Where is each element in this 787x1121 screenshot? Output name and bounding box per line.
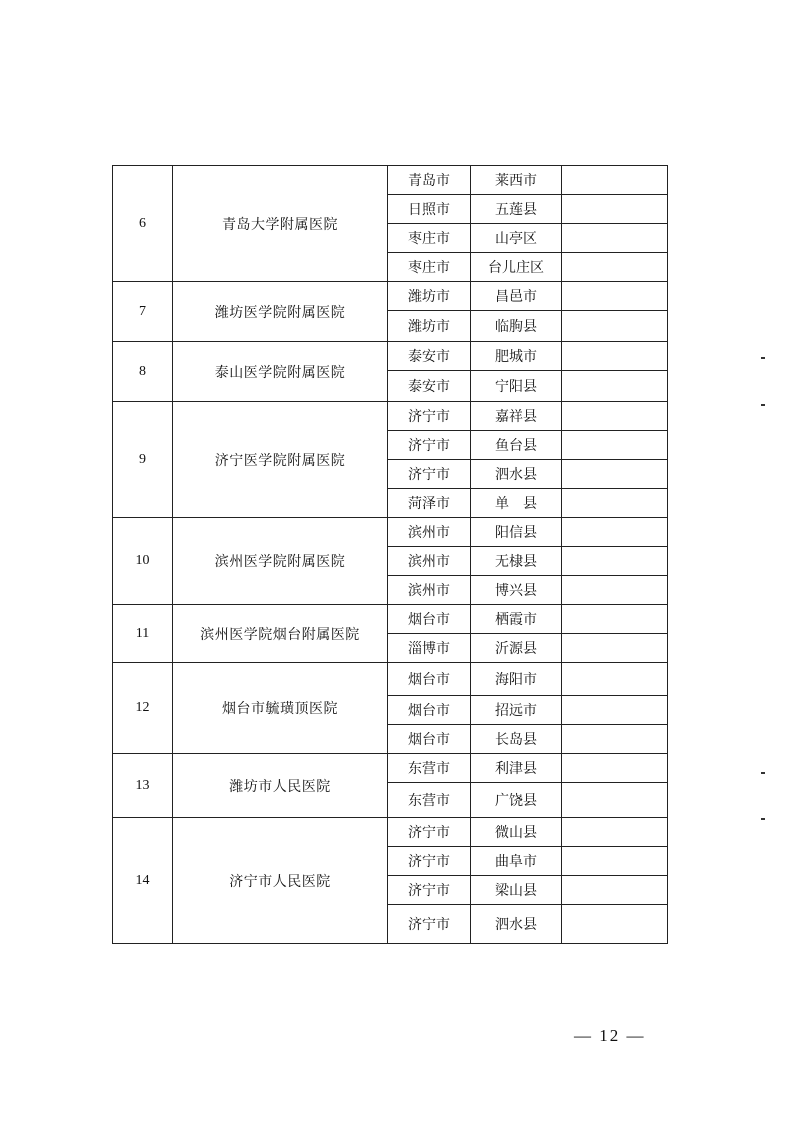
blank-cell	[562, 371, 668, 402]
city-cell: 淄博市	[388, 634, 471, 663]
blank-cell	[562, 342, 668, 371]
hospital-name: 潍坊医学院附属医院	[173, 282, 388, 342]
county-cell: 曲阜市	[471, 847, 562, 876]
city-cell: 菏泽市	[388, 489, 471, 518]
blank-cell	[562, 166, 668, 195]
city-cell: 东营市	[388, 754, 471, 783]
county-cell: 栖霞市	[471, 605, 562, 634]
city-cell: 烟台市	[388, 725, 471, 754]
county-cell: 无棣县	[471, 547, 562, 576]
row-number: 7	[113, 282, 173, 342]
county-cell: 单 县	[471, 489, 562, 518]
table-row	[113, 605, 668, 634]
blank-cell	[562, 696, 668, 725]
table-row	[113, 518, 668, 547]
blank-cell	[562, 311, 668, 342]
county-cell: 鱼台县	[471, 431, 562, 460]
blank-cell	[562, 725, 668, 754]
city-cell: 济宁市	[388, 431, 471, 460]
county-cell: 宁阳县	[471, 371, 562, 402]
city-cell: 济宁市	[388, 905, 471, 944]
table-row	[113, 818, 668, 847]
row-number: 9	[113, 402, 173, 518]
blank-cell	[562, 847, 668, 876]
city-cell: 潍坊市	[388, 311, 471, 342]
row-number: 8	[113, 342, 173, 402]
table-row	[113, 754, 668, 783]
blank-cell	[562, 547, 668, 576]
hospital-name: 泰山医学院附属医院	[173, 342, 388, 402]
city-cell: 济宁市	[388, 460, 471, 489]
county-cell: 利津县	[471, 754, 562, 783]
table-row	[113, 166, 668, 195]
county-cell: 五莲县	[471, 195, 562, 224]
blank-cell	[562, 224, 668, 253]
city-cell: 烟台市	[388, 696, 471, 725]
city-cell: 济宁市	[388, 876, 471, 905]
county-cell: 沂源县	[471, 634, 562, 663]
hospital-name: 滨州医学院附属医院	[173, 518, 388, 605]
hospital-name: 济宁市人民医院	[173, 818, 388, 944]
city-cell: 滨州市	[388, 518, 471, 547]
city-cell: 济宁市	[388, 818, 471, 847]
assistance-table	[112, 165, 668, 944]
county-cell: 临朐县	[471, 311, 562, 342]
margin-mark	[761, 772, 765, 774]
blank-cell	[562, 634, 668, 663]
county-cell: 海阳市	[471, 663, 562, 696]
city-cell: 滨州市	[388, 547, 471, 576]
blank-cell	[562, 905, 668, 944]
blank-cell	[562, 576, 668, 605]
county-cell: 广饶县	[471, 783, 562, 818]
hospital-name: 济宁医学院附属医院	[173, 402, 388, 518]
table-row	[113, 402, 668, 431]
city-cell: 潍坊市	[388, 282, 471, 311]
city-cell: 济宁市	[388, 847, 471, 876]
city-cell: 泰安市	[388, 371, 471, 402]
blank-cell	[562, 460, 668, 489]
blank-cell	[562, 282, 668, 311]
county-cell: 泗水县	[471, 905, 562, 944]
city-cell: 泰安市	[388, 342, 471, 371]
city-cell: 日照市	[388, 195, 471, 224]
row-number: 11	[113, 605, 173, 663]
city-cell: 枣庄市	[388, 253, 471, 282]
row-number: 6	[113, 166, 173, 282]
county-cell: 莱西市	[471, 166, 562, 195]
row-number: 12	[113, 663, 173, 754]
city-cell: 济宁市	[388, 402, 471, 431]
county-cell: 山亭区	[471, 224, 562, 253]
city-cell: 东营市	[388, 783, 471, 818]
city-cell: 滨州市	[388, 576, 471, 605]
page-number: — 12 —	[574, 1026, 646, 1045]
blank-cell	[562, 876, 668, 905]
city-cell: 青岛市	[388, 166, 471, 195]
blank-cell	[562, 818, 668, 847]
county-cell: 昌邑市	[471, 282, 562, 311]
county-cell: 肥城市	[471, 342, 562, 371]
margin-mark	[761, 818, 765, 820]
county-cell: 长岛县	[471, 725, 562, 754]
county-cell: 微山县	[471, 818, 562, 847]
county-cell: 梁山县	[471, 876, 562, 905]
blank-cell	[562, 518, 668, 547]
hospital-name: 青岛大学附属医院	[173, 166, 388, 282]
blank-cell	[562, 754, 668, 783]
row-number: 13	[113, 754, 173, 818]
row-number: 10	[113, 518, 173, 605]
county-cell: 招远市	[471, 696, 562, 725]
table-body	[113, 166, 668, 944]
blank-cell	[562, 431, 668, 460]
blank-cell	[562, 663, 668, 696]
blank-cell	[562, 195, 668, 224]
blank-cell	[562, 605, 668, 634]
county-cell: 泗水县	[471, 460, 562, 489]
county-cell: 博兴县	[471, 576, 562, 605]
blank-cell	[562, 783, 668, 818]
county-cell: 台儿庄区	[471, 253, 562, 282]
city-cell: 枣庄市	[388, 224, 471, 253]
city-cell: 烟台市	[388, 663, 471, 696]
hospital-name: 潍坊市人民医院	[173, 754, 388, 818]
county-cell: 嘉祥县	[471, 402, 562, 431]
row-number: 14	[113, 818, 173, 944]
blank-cell	[562, 253, 668, 282]
hospital-name: 滨州医学院烟台附属医院	[173, 605, 388, 663]
city-cell: 烟台市	[388, 605, 471, 634]
table-row	[113, 282, 668, 311]
hospital-name: 烟台市毓璜顶医院	[173, 663, 388, 754]
county-cell: 阳信县	[471, 518, 562, 547]
table-row	[113, 342, 668, 371]
table-row	[113, 663, 668, 696]
margin-mark	[761, 357, 765, 359]
margin-mark	[761, 404, 765, 406]
blank-cell	[562, 489, 668, 518]
blank-cell	[562, 402, 668, 431]
